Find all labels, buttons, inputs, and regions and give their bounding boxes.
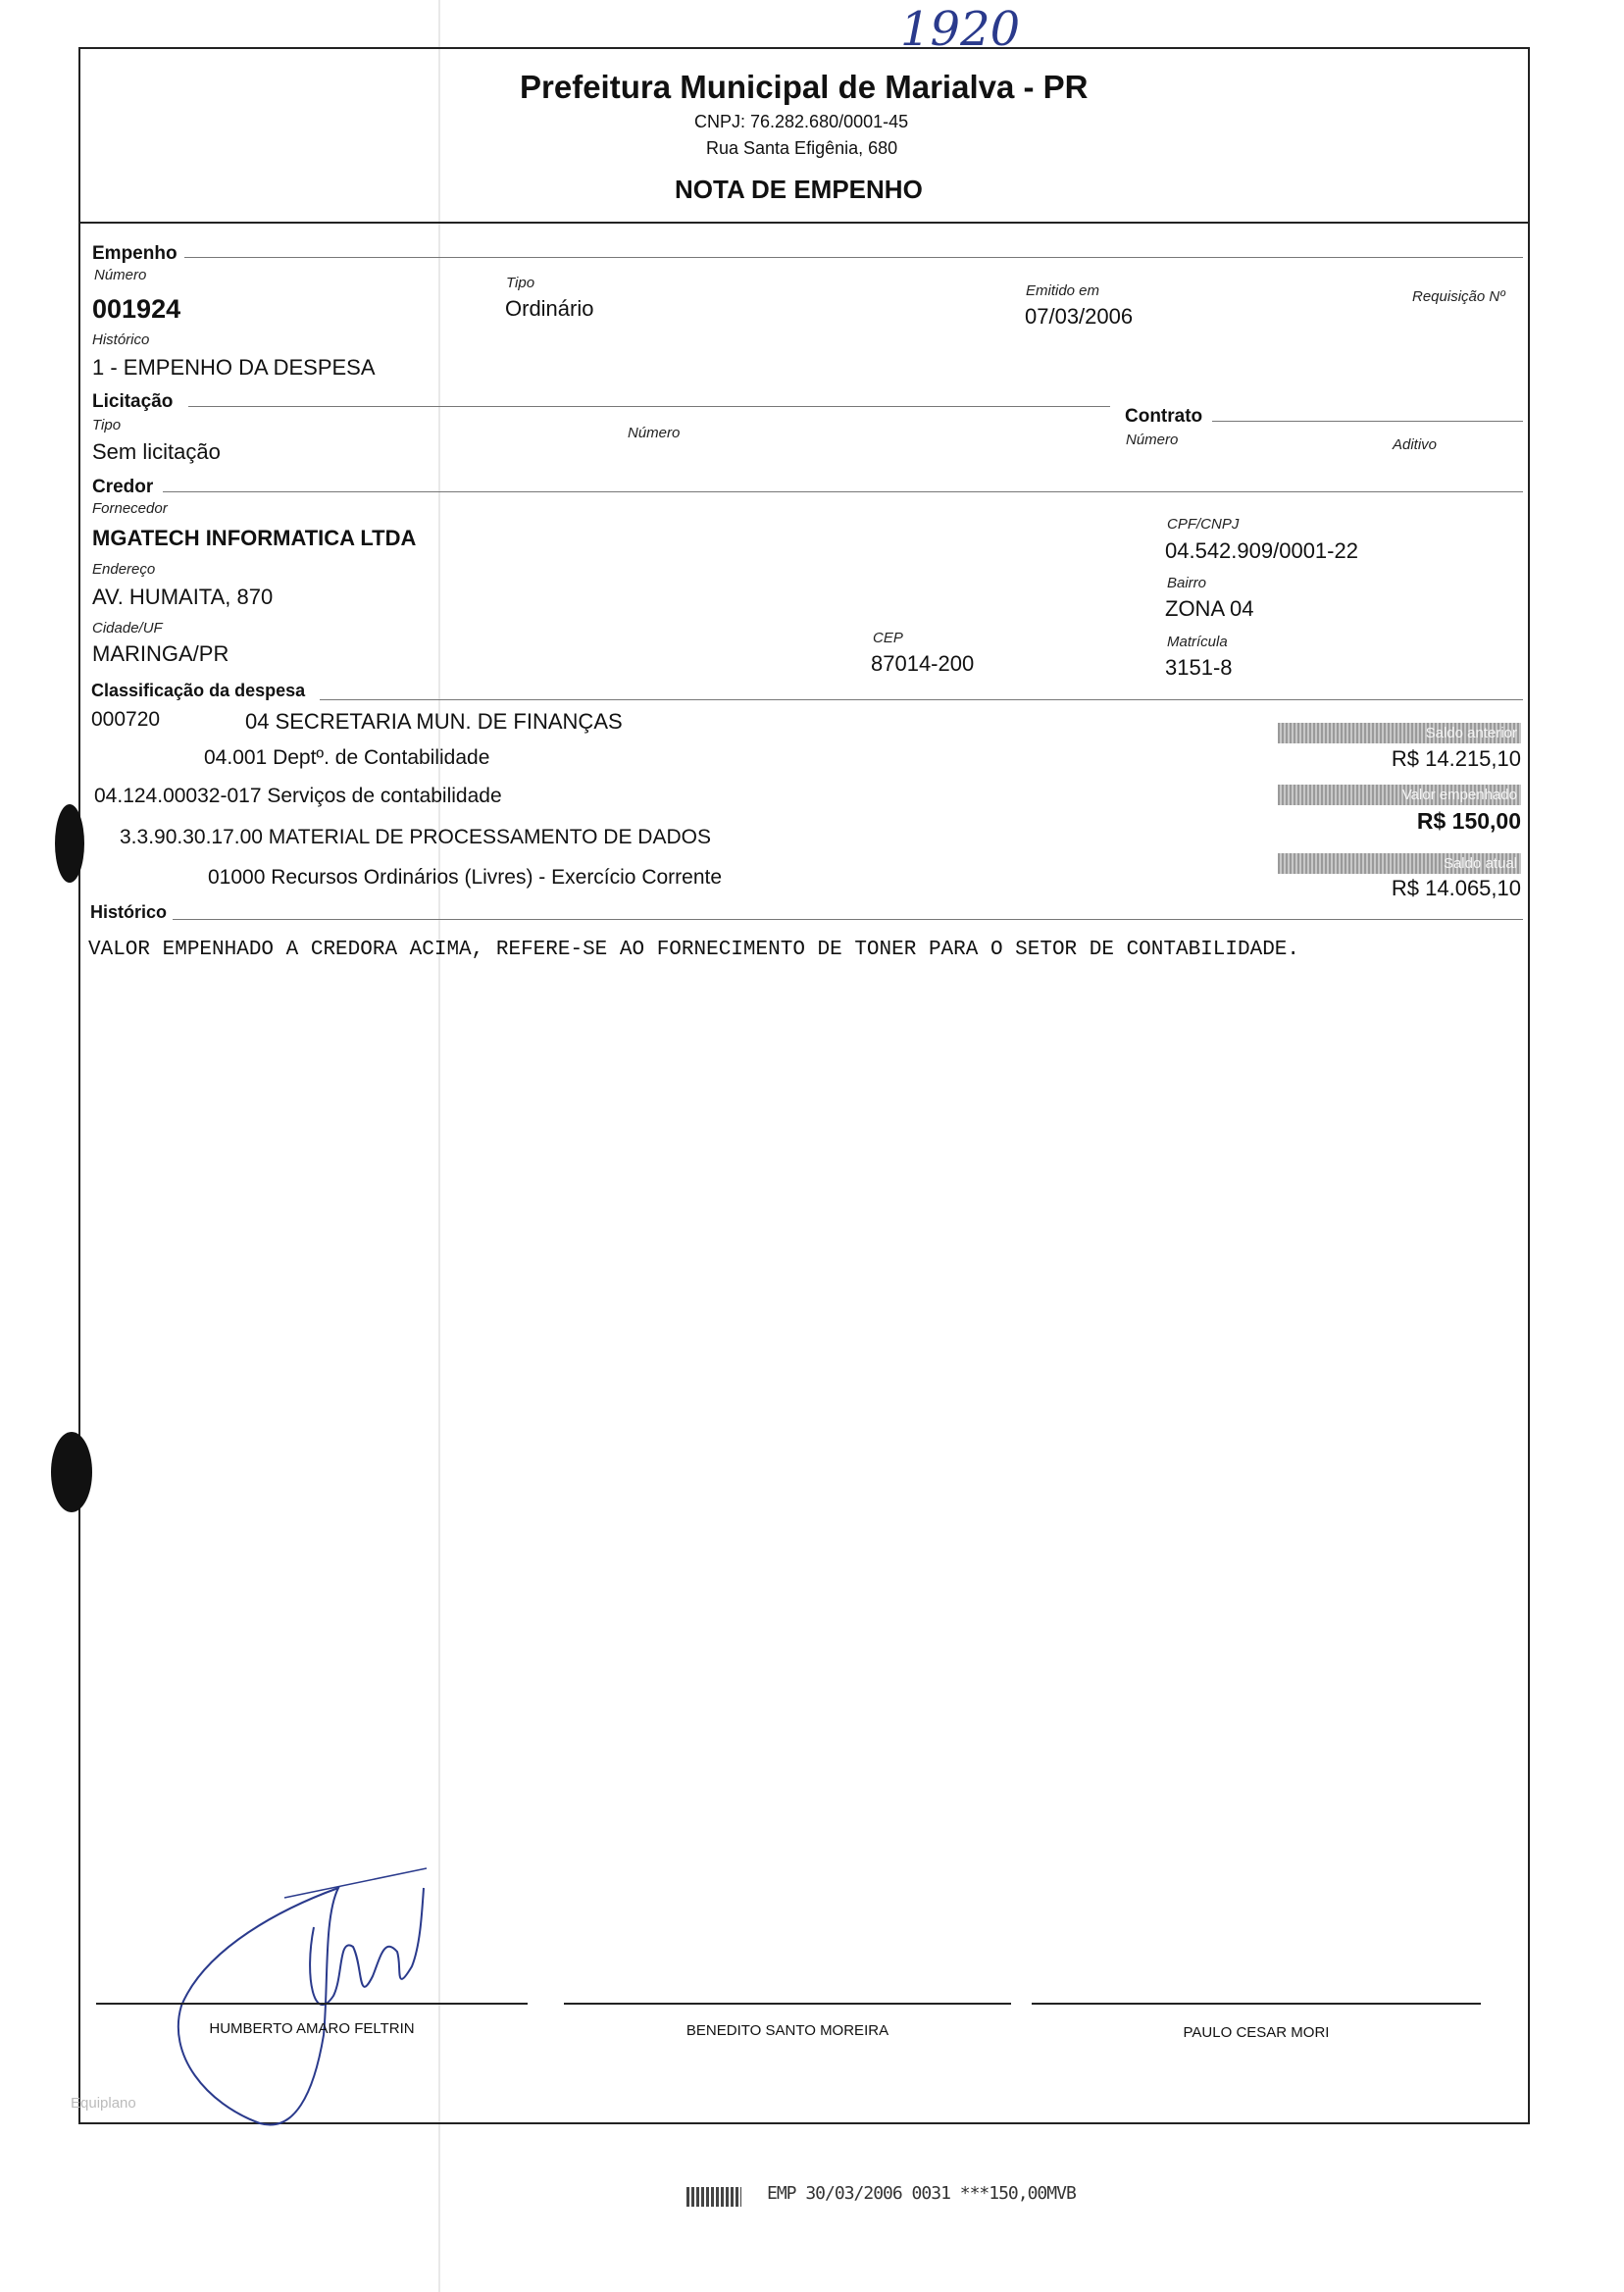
contrato-numero-label: Número bbox=[1126, 432, 1179, 448]
requisicao-label: Requisição Nº bbox=[1412, 288, 1505, 305]
empenho-tipo: Ordinário bbox=[505, 296, 594, 321]
licitacao-tipo: Sem licitação bbox=[92, 439, 221, 464]
classificacao-line3: 04.124.00032-017 Serviços de contabilidade bbox=[94, 785, 502, 807]
saldo-atual-value: R$ 14.065,10 bbox=[1391, 876, 1521, 900]
contrato-aditivo-label: Aditivo bbox=[1393, 436, 1438, 453]
empenho-numero: 001924 bbox=[92, 294, 181, 324]
fornecedor-name: MGATECH INFORMATICA LTDA bbox=[92, 526, 417, 550]
emitido-label: Emitido em bbox=[1026, 282, 1100, 299]
empenho-historico: 1 - EMPENHO DA DESPESA bbox=[92, 355, 376, 380]
cep-label: CEP bbox=[873, 630, 903, 646]
rule-contrato bbox=[1212, 421, 1523, 422]
footer-brand: Equiplano bbox=[71, 2095, 136, 2112]
signature-name-2: BENEDITO SANTO MOREIRA bbox=[685, 2022, 889, 2039]
header-divider bbox=[78, 222, 1530, 224]
endereco-value: AV. HUMAITA, 870 bbox=[92, 585, 274, 609]
cidade-value: MARINGA/PR bbox=[92, 641, 229, 666]
classificacao-line1: 04 SECRETARIA MUN. DE FINANÇAS bbox=[245, 709, 623, 734]
saldo-anterior-value: R$ 14.215,10 bbox=[1391, 746, 1521, 771]
bank-stamp: EMP 30/03/2006 0031 ***150,00MVB bbox=[767, 2183, 1076, 2204]
bairro-value: ZONA 04 bbox=[1165, 596, 1254, 621]
licitacao-tipo-label: Tipo bbox=[92, 417, 122, 433]
rule-empenho bbox=[184, 257, 1523, 258]
rule-licitacao bbox=[188, 406, 1110, 407]
matricula-label: Matrícula bbox=[1167, 634, 1228, 650]
stamp-mark bbox=[686, 2187, 741, 2207]
signature-line-3 bbox=[1032, 2003, 1481, 2005]
rule-classificacao bbox=[320, 699, 1523, 700]
empenho-numero-label: Número bbox=[94, 267, 147, 283]
section-empenho: Empenho bbox=[92, 243, 178, 264]
address-text: Rua Santa Efigênia, 680 bbox=[706, 138, 898, 158]
cep-value: 87014-200 bbox=[871, 651, 975, 676]
licitacao-numero-label: Número bbox=[628, 425, 681, 441]
fornecedor-label: Fornecedor bbox=[92, 500, 168, 517]
page-title: Prefeitura Municipal de Marialva - PR bbox=[520, 69, 1089, 105]
section-credor: Credor bbox=[92, 477, 154, 497]
empenho-tipo-label: Tipo bbox=[506, 275, 535, 291]
doc-title: NOTA DE EMPENHO bbox=[675, 175, 923, 204]
section-classificacao: Classificação da despesa bbox=[91, 681, 306, 700]
historico-text: VALOR EMPENHADO A CREDORA ACIMA, REFERE-SE AO FORNECIMENTO DE TONER PARA O SETOR DE CONTABILIDADE. bbox=[88, 939, 1300, 961]
cpf-label: CPF/CNPJ bbox=[1167, 516, 1240, 533]
matricula-value: 3151-8 bbox=[1165, 655, 1233, 680]
section-licitacao: Licitação bbox=[92, 391, 174, 412]
classificacao-code: 000720 bbox=[91, 708, 161, 731]
binder-hole-bottom bbox=[51, 1432, 92, 1512]
classificacao-line2: 04.001 Deptº. de Contabilidade bbox=[204, 746, 490, 769]
section-contrato: Contrato bbox=[1125, 406, 1203, 427]
binder-hole-top bbox=[55, 804, 84, 883]
section-historico: Histórico bbox=[90, 902, 168, 922]
cpf-value: 04.542.909/0001-22 bbox=[1165, 538, 1358, 563]
empenho-historico-label: Histórico bbox=[92, 331, 150, 348]
cnpj-text: CNPJ: 76.282.680/0001-45 bbox=[694, 112, 909, 131]
signature-line-2 bbox=[564, 2003, 1011, 2005]
signature-name-3: PAULO CESAR MORI bbox=[1183, 2024, 1330, 2041]
classificacao-line4: 3.3.90.30.17.00 MATERIAL DE PROCESSAMENTO DE DADOS bbox=[120, 826, 711, 848]
saldo-atual-label: Saldo atual bbox=[1278, 853, 1521, 874]
rule-historico bbox=[173, 919, 1523, 920]
signature-line-1 bbox=[96, 2003, 528, 2005]
handwritten-signature bbox=[167, 1859, 461, 2133]
emitido-date: 07/03/2006 bbox=[1025, 304, 1134, 329]
valor-empenhado-value: R$ 150,00 bbox=[1416, 808, 1521, 834]
signature-name-1: HUMBERTO AMARO FELTRIN bbox=[209, 2020, 415, 2037]
classificacao-line5: 01000 Recursos Ordinários (Livres) - Exercício Corrente bbox=[208, 866, 723, 889]
valor-empenhado-label: Valor empenhado bbox=[1278, 785, 1521, 805]
handwritten-number: 1920 bbox=[900, 2, 1021, 57]
rule-credor bbox=[163, 491, 1523, 492]
cidade-label: Cidade/UF bbox=[92, 620, 163, 637]
bairro-label: Bairro bbox=[1167, 575, 1207, 591]
saldo-anterior-label: Saldo anterior bbox=[1278, 723, 1521, 743]
endereco-label: Endereço bbox=[92, 561, 156, 578]
